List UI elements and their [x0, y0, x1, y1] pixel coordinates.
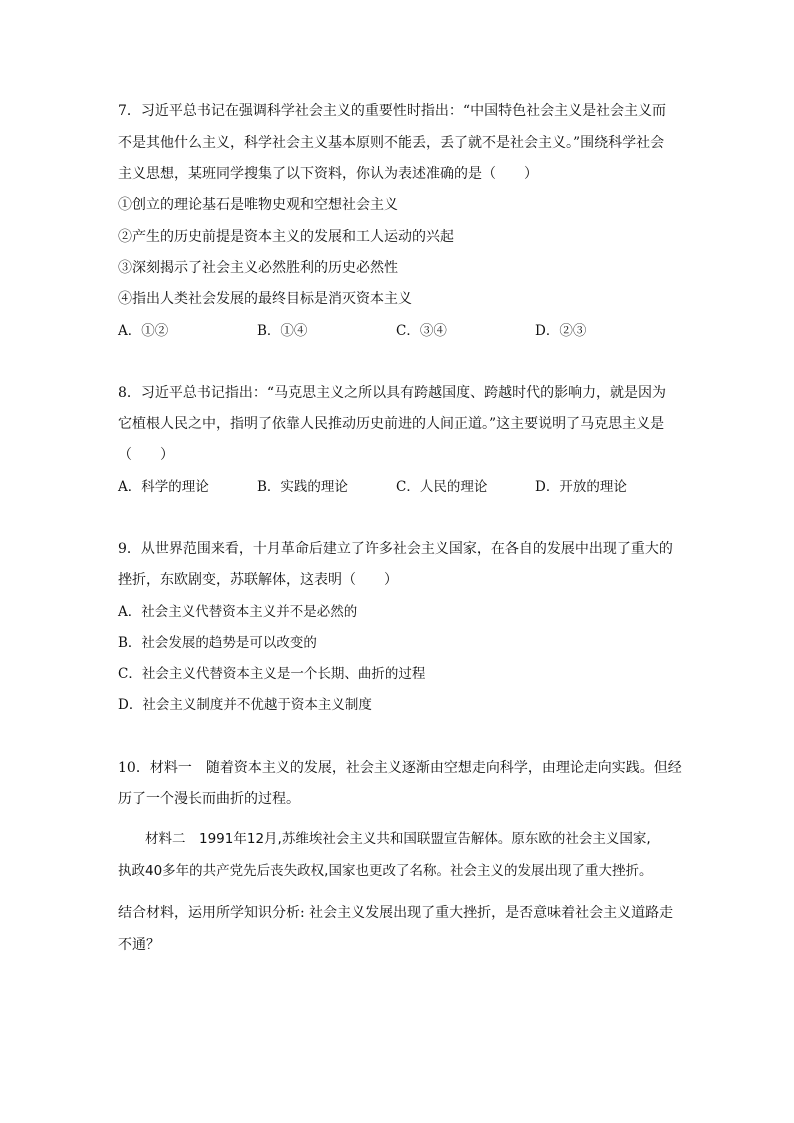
question-8-line-1: 8．习近平总书记指出：“马克思主义之所以具有跨越国度、跨越时代的影响力，就是因为 [118, 385, 667, 401]
question-7-line-1: 7．习近平总书记在强调科学社会主义的重要性时指出：“中国特色社会主义是社会主义而 [118, 103, 667, 119]
question-7-option-c: C．③④ [396, 323, 447, 339]
question-7-line-2: 不是其他什么主义，科学社会主义基本原则不能丢，丢了就不是社会主义。”围绕科学社会 [118, 135, 665, 151]
question-8-option-b: B．实践的理论 [257, 479, 348, 495]
question-10-material-2-line-2: 执政40多年的共产党先后丧失政权,国家也更改了名称。社会主义的发展出现了重大挫折。 [118, 863, 653, 879]
question-10-material-2-line-1: 材料二 1991年12月,苏维埃社会主义共和国联盟宣告解体。原东欧的社会主义国家, [118, 831, 651, 847]
question-8-option-d: D．开放的理论 [535, 479, 627, 495]
question-7-option-d: D．②③ [535, 323, 587, 339]
question-9-option-d: D．社会主义制度并不优越于资本主义制度 [118, 697, 372, 713]
question-7-statement-3: ③深刻揭示了社会主义必然胜利的历史必然性 [118, 260, 398, 276]
question-9-option-c: C．社会主义代替资本主义是一个长期、曲折的过程 [118, 666, 426, 682]
question-9-line-1: 9．从世界范围来看，十月革命后建立了许多社会主义国家，在各自的发展中出现了重大的 [118, 541, 673, 557]
question-8-option-a: A．科学的理论 [118, 479, 209, 495]
question-7-option-a: A．①② [118, 323, 169, 339]
question-7-statement-4: ④指出人类社会发展的最终目标是消灭资本主义 [118, 291, 412, 307]
question-8-option-c: C．人民的理论 [396, 479, 488, 495]
question-7-statement-2: ②产生的历史前提是资本主义的发展和工人运动的兴起 [118, 229, 454, 245]
question-10-prompt-line-1: 结合材料，运用所学知识分析: 社会主义发展出现了重大挫折，是否意味着社会主义道路走 [118, 905, 674, 921]
question-9-option-b: B．社会发展的趋势是可以改变的 [118, 635, 317, 651]
question-9-option-a: A．社会主义代替资本主义并不是必然的 [118, 604, 358, 620]
question-9-line-2: 挫折，东欧剧变，苏联解体，这表明（ ） [118, 572, 398, 588]
question-8-line-2: 它植根人民之中，指明了依靠人民推动历史前进的人间正道。”这主要说明了马克思主义是 [118, 416, 665, 432]
question-10-prompt-line-2: 不通？ [118, 937, 160, 953]
question-7-statement-1: ①创立的理论基石是唯物史观和空想社会主义 [118, 197, 398, 213]
question-7-line-3: 主义思想，某班同学搜集了以下资料，你认为表述准确的是（ ） [118, 166, 538, 182]
question-10-line-2: 历了一个漫长而曲折的过程。 [118, 791, 300, 807]
question-7-option-b: B．①④ [257, 323, 308, 339]
question-8-line-3: （ ） [118, 447, 174, 463]
question-10-line-1: 10．材料一 随着资本主义的发展，社会主义逐渐由空想走向科学，由理论走向实践。但经 [118, 760, 682, 776]
